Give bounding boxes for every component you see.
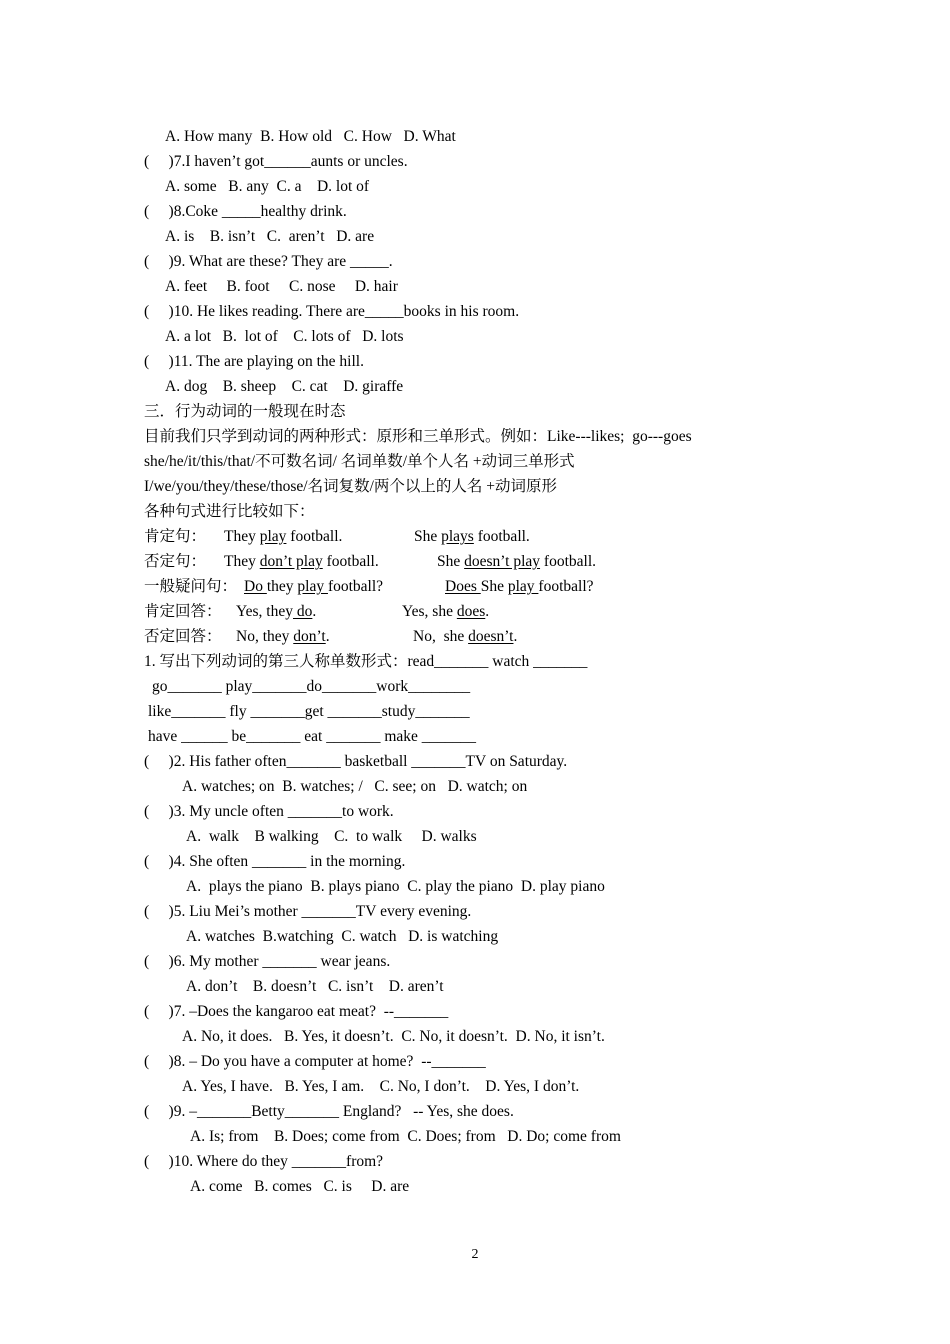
q10-options: A. a lot B. lot of C. lots of D. lots — [165, 328, 404, 345]
row-no-answer-they: No, they don’t. — [236, 628, 330, 645]
q8-question: ( )8.Coke _____healthy drink. — [144, 203, 347, 220]
q8-options: A. is B. isn’t C. aren’t D. are — [165, 228, 375, 245]
mc-q3-options: A. walk B walking C. to walk D. walks — [186, 828, 477, 845]
row-yes-answer-she: Yes, she does. — [402, 603, 490, 620]
mc-q8: ( )8. – Do you have a computer at home? --_______ — [144, 1053, 486, 1070]
exercise1-line1: 1. 写出下列动词的第三人称单数形式：read_______ watch _______ — [144, 653, 588, 670]
compare-intro: 各种句式进行比较如下： — [144, 503, 315, 520]
mc-q8-options: A. Yes, I have. B. Yes, I am. C. No, I don’t. D. Yes, I don’t. — [182, 1078, 580, 1095]
mc-q7-options: A. No, it does. B. Yes, it doesn’t. C. No, it doesn’t. D. No, it isn’t. — [182, 1028, 605, 1045]
exercise1-line4: have ______ be_______ eat _______ make _______ — [148, 728, 477, 745]
mc-q6-options: A. don’t B. doesn’t C. isn’t D. aren’t — [186, 978, 444, 995]
q9-question: ( )9. What are these? They are _____. — [144, 253, 393, 270]
exercise1-line2: go_______ play_______do_______work________ — [152, 678, 471, 695]
row-affirmative-they: They play football. — [224, 528, 343, 545]
mc-q3: ( )3. My uncle often _______to work. — [144, 803, 394, 820]
q7-options: A. some B. any C. a D. lot of — [165, 178, 370, 195]
row-negative-she: She doesn’t play football. — [437, 553, 597, 570]
mc-q6: ( )6. My mother _______ wear jeans. — [144, 953, 391, 970]
mc-q4: ( )4. She often _______ in the morning. — [144, 853, 406, 870]
mc-q5: ( )5. Liu Mei’s mother _______TV every evening. — [144, 903, 472, 920]
row-question-label: 一般疑问句： — [144, 578, 238, 595]
row-no-answer-label: 否定回答： — [144, 628, 222, 645]
mc-q5-options: A. watches B.watching C. watch D. is watching — [186, 928, 499, 945]
mc-q4-options: A. plays the piano B. plays piano C. play the piano D. play piano — [186, 878, 605, 895]
mc-q7: ( )7. –Does the kangaroo eat meat? --_______ — [144, 1003, 449, 1020]
row-question-she: Does She play football? — [445, 578, 594, 595]
q11-question: ( )11. The are playing on the hill. — [144, 353, 364, 370]
row-yes-answer-label: 肯定回答： — [144, 603, 222, 620]
row-negative-they: They don’t play football. — [224, 553, 379, 570]
page-number: 2 — [471, 1247, 479, 1262]
section-intro: 目前我们只学到动词的两种形式：原形和三单形式。例如：Like---likes; go---goes — [144, 428, 692, 445]
q7-question: ( )7.I haven’t got______aunts or uncles. — [144, 153, 408, 170]
row-no-answer-she: No, she doesn’t. — [413, 628, 518, 645]
row-yes-answer-they: Yes, they do. — [236, 603, 317, 620]
q9-options: A. feet B. foot C. nose D. hair — [165, 278, 398, 295]
mc-q9-options: A. Is; from B. Does; come from C. Does; from D. Do; come from — [190, 1128, 621, 1145]
row-affirmative-label: 肯定句： — [144, 528, 207, 545]
mc-q9: ( )9. –_______Betty_______ England? -- Yes, she does. — [144, 1103, 514, 1120]
rule-third-person: she/he/it/this/that/不可数名词/ 名词单数/单个人名 +动词三单形式 — [144, 453, 575, 470]
exercise1-line3: like_______ fly _______get _______study_______ — [148, 703, 470, 720]
row-affirmative-she: She plays football. — [414, 528, 530, 545]
q10-question: ( )10. He likes reading. There are_____books in his room. — [144, 303, 520, 320]
row-question-they: Do they play football? — [244, 578, 384, 595]
q11-options: A. dog B. sheep C. cat D. giraffe — [165, 378, 404, 395]
q6-options: A. How many B. How old C. How D. What — [165, 128, 456, 145]
rule-base-form: I/we/you/they/these/those/名词复数/两个以上的人名 +动词原形 — [144, 478, 557, 495]
row-negative-label: 否定句： — [144, 553, 207, 570]
mc-q2-options: A. watches; on B. watches; / C. see; on D. watch; on — [182, 778, 528, 795]
mc-q10-options: A. come B. comes C. is D. are — [190, 1178, 410, 1195]
mc-q2: ( )2. His father often_______ basketball _______TV on Saturday. — [144, 753, 568, 770]
section-heading: 三．行为动词的一般现在时态 — [144, 403, 346, 420]
mc-q10: ( )10. Where do they _______from? — [144, 1153, 384, 1170]
